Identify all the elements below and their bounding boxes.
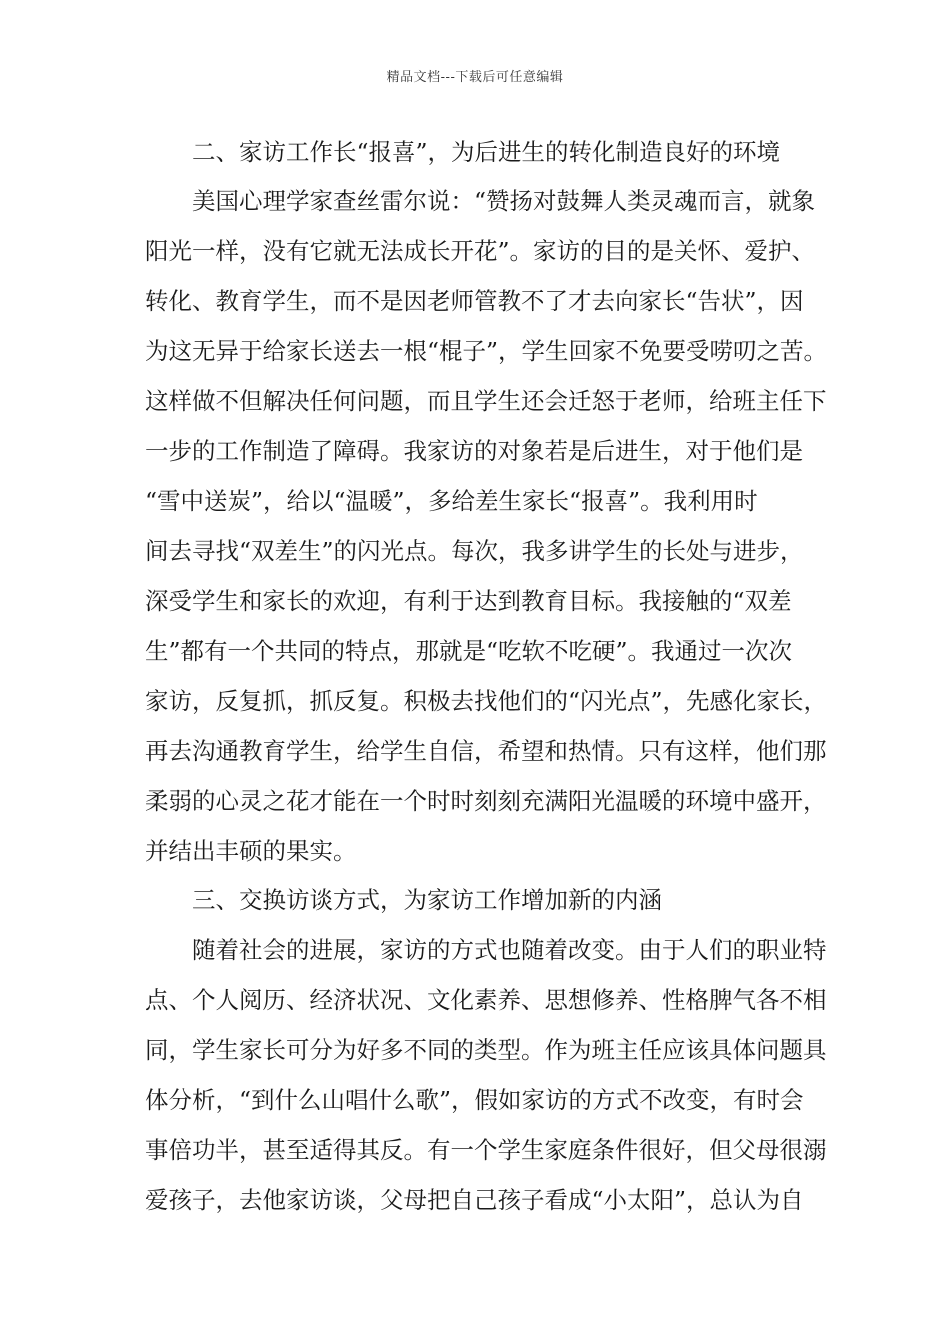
paragraph-line: 为这无异于给家长送去一根“棍子”，学生回家不免要受唠叨之苦。	[145, 337, 828, 365]
paragraph-line: 并结出丰硕的果实。	[145, 837, 357, 865]
paragraph-line: 间去寻找“双差生”的闪光点。每次，我多讲学生的长处与进步，	[145, 537, 804, 565]
paragraph-line: 深受学生和家长的欢迎，有利于达到教育目标。我接触的“双差	[145, 587, 792, 615]
page-header: 精品文档---下载后可任意编辑	[386, 70, 564, 85]
paragraph-line: 生”都有一个共同的特点，那就是“吃软不吃硬”。我通过一次次	[145, 637, 793, 665]
section-heading-2: 二、家访工作长“报喜”，为后进生的转化制造良好的环境	[192, 138, 781, 166]
paragraph-line: 这样做不但解决任何问题，而且学生还会迁怒于老师，给班主任下	[145, 387, 827, 415]
paragraph-line: 随着社会的进展，家访的方式也随着改变。由于人们的职业特	[192, 936, 827, 964]
section-heading-3: 三、交换访谈方式，为家访工作增加新的内涵	[192, 886, 662, 914]
paragraph-line: 一步的工作制造了障碍。我家访的对象若是后进生，对于他们是	[145, 437, 803, 465]
paragraph-line: 事倍功半，甚至适得其反。有一个学生家庭条件很好，但父母很溺	[145, 1136, 827, 1164]
paragraph-line: 阳光一样，没有它就无法成长开花”。家访的目的是关怀、爱护、	[145, 237, 816, 265]
paragraph-line: 转化、教育学生，而不是因老师管教不了才去向家长“告状”，因	[145, 287, 804, 315]
paragraph-line: “雪中送炭”，给以“温暖”，多给差生家长“报喜”。我利用时	[145, 487, 758, 515]
paragraph-line: 美国心理学家查丝雷尔说：“赞扬对鼓舞人类灵魂而言，就象	[192, 187, 816, 215]
paragraph-line: 柔弱的心灵之花才能在一个时时刻刻充满阳光温暖的环境中盛开，	[145, 787, 827, 815]
paragraph-line: 家访，反复抓，抓反复。积极去找他们的“闪光点”，先感化家长，	[145, 687, 828, 715]
paragraph-line: 再去沟通教育学生，给学生自信，希望和热情。只有这样，他们那	[145, 737, 827, 765]
paragraph-line: 同，学生家长可分为好多不同的类型。作为班主任应该具体问题具	[145, 1036, 827, 1064]
paragraph-line: 爱孩子，去他家访谈，父母把自己孩子看成“小太阳”，总认为自	[145, 1186, 804, 1214]
paragraph-line: 体分析，“到什么山唱什么歌”，假如家访的方式不改变，有时会	[145, 1086, 804, 1114]
paragraph-line: 点、个人阅历、经济状况、文化素养、思想修养、性格脾气各不相	[145, 986, 827, 1014]
